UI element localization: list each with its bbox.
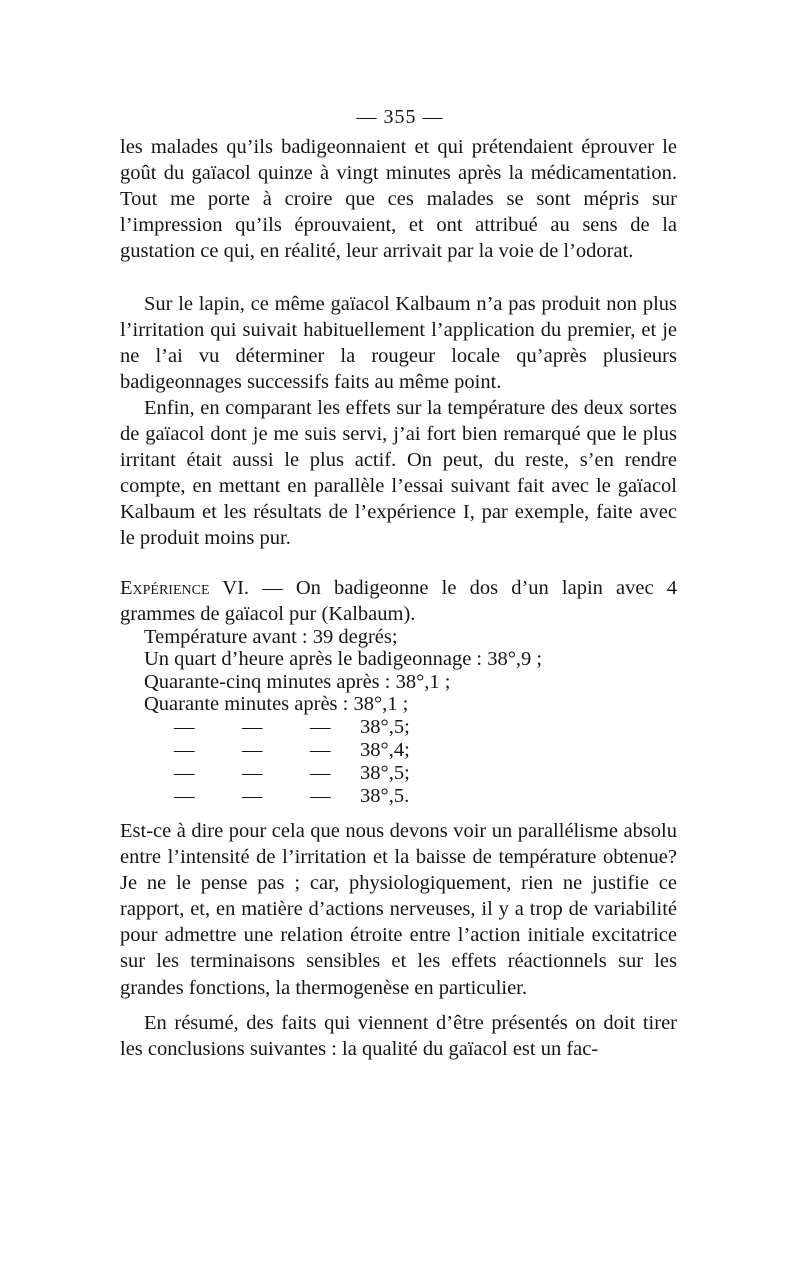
ditto-mark: — bbox=[310, 762, 331, 784]
ditto-mark: — bbox=[242, 785, 263, 807]
ditto-mark: — bbox=[174, 785, 195, 807]
experiment-intro-text: — On badigeonne le dos d’un lapin avec 4 grammes de gaïacol pur (Kalbaum). bbox=[120, 577, 677, 625]
paragraph-2 bbox=[120, 291, 677, 395]
ditto-mark: — bbox=[310, 785, 331, 807]
temperature-value: 38°,4; bbox=[360, 739, 410, 761]
measurement-line: Température avant : 39 degrés; bbox=[144, 626, 398, 648]
paragraph-3-text: Enfin, en comparant les effets sur la température des deux sortes de gaïacol dont je me suis servi, j’ai fort bien remarqué que le plus irritant était aussi le plus actif. On peut, du reste, s’en rendre compte, en mettant en parallèle l’essai suivant fait avec le gaïacol Kalbaum et les résultats de l’expérience I, par exemple, faite avec le produit moins pur. bbox=[120, 397, 677, 550]
ditto-mark: — bbox=[242, 716, 263, 738]
ditto-mark: — bbox=[242, 762, 263, 784]
measurement-list bbox=[144, 626, 542, 716]
paragraph-4-text: Est-ce à dire pour cela que nous devons voir un parallélisme absolu entre l’intensité de l’irritation et la baisse de température obtenue? Je ne le pense pas ; car, physiologiquement, rien ne justifie ce rapport, et, en matière d’actions nerveuses, il y a trop de variabilité pour admettre une relation étroite entre l’action initiale excitatrice sur les terminaisons sensibles et les effets réactionnels sur les grandes fonctions, la thermogenèse en particulier. bbox=[120, 820, 677, 999]
ditto-row bbox=[174, 785, 410, 807]
experiment-intro bbox=[120, 575, 677, 627]
ditto-mark: — bbox=[242, 739, 263, 761]
experiment-heading: Expérience VI. bbox=[120, 577, 250, 599]
paragraph-4 bbox=[120, 818, 677, 1001]
page-number: — 355 — bbox=[356, 106, 444, 128]
temperature-value: 38°,5; bbox=[360, 762, 410, 784]
paragraph-3 bbox=[120, 395, 677, 552]
paragraph-2-text: Sur le lapin, ce même gaïacol Kalbaum n’a pas produit non plus l’irritation qui suivait habituellement l’application du premier, et je ne l’ai vu déterminer la rougeur locale qu’après plusieurs badigeonnages successifs faits au même point. bbox=[120, 293, 677, 394]
paragraph-5 bbox=[120, 1010, 677, 1062]
ditto-row bbox=[174, 716, 410, 738]
ditto-mark: — bbox=[174, 739, 195, 761]
ditto-row bbox=[174, 739, 410, 761]
measurement-line: Quarante-cinq minutes après : 38°,1 ; bbox=[144, 670, 451, 693]
temperature-value: 38°,5. bbox=[360, 785, 410, 807]
ditto-mark: — bbox=[310, 716, 331, 738]
measurement-line: Un quart d’heure après le badigeonnage : 38°,9 ; bbox=[144, 648, 543, 671]
ditto-mark: — bbox=[310, 739, 331, 761]
ditto-mark: — bbox=[174, 716, 195, 738]
paragraph-1 bbox=[120, 134, 677, 264]
temperature-value: 38°,5; bbox=[360, 716, 410, 738]
measurement-line: Quarante minutes après : 38°,1 ; bbox=[144, 693, 409, 716]
paragraph-5-text: En résumé, des faits qui viennent d’être présentés on doit tirer les conclusions suivantes : la qualité du gaïacol est un fac- bbox=[120, 1012, 677, 1061]
ditto-mark: — bbox=[174, 762, 195, 784]
paragraph-1-text: les malades qu’ils badigeonnaient et qui prétendaient éprouver le goût du gaïacol quinze à vingt minutes après la médicamentation. Tout me porte à croire que ces malades se sont mépris sur l’impression qu’ils éprouvaient, et ont attribué au sens de la gustation ce qui, en réalité, leur arrivait par la voie de l’odorat. bbox=[120, 136, 677, 263]
ditto-row bbox=[174, 762, 410, 784]
